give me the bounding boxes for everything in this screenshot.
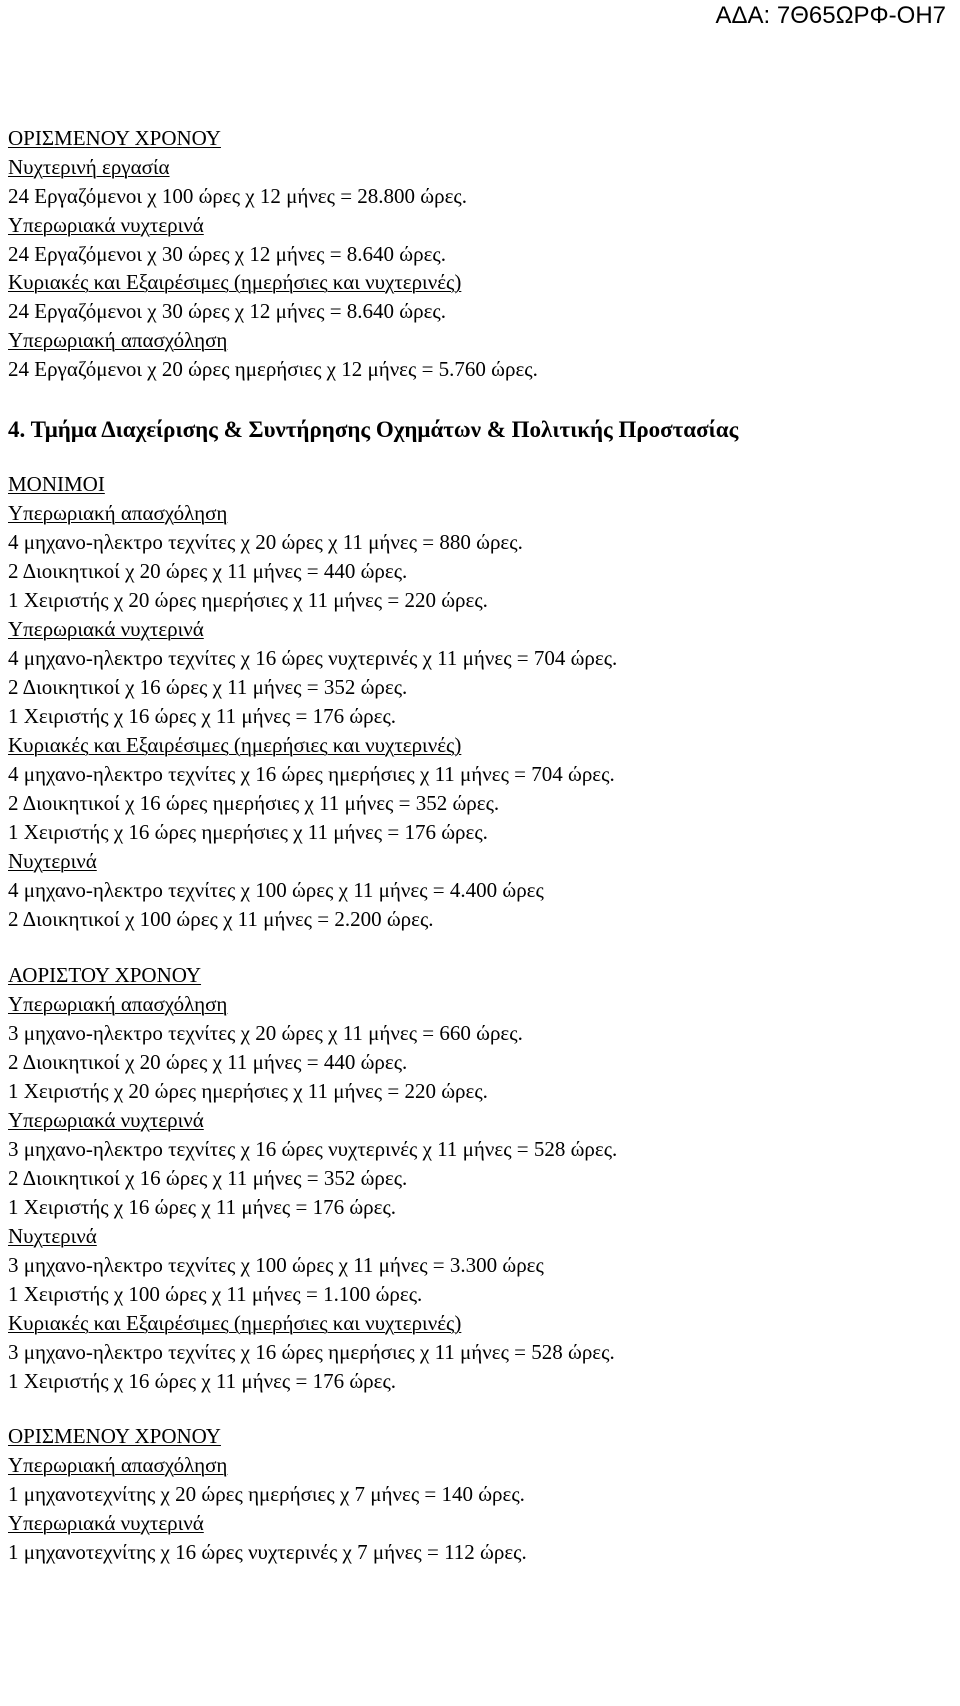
text-line: 24 Εργαζόμενοι χ 30 ώρες χ 12 μήνες = 8.640 ώρες. bbox=[8, 242, 446, 266]
section-heading: Νυχτερινή εργασία bbox=[8, 155, 170, 179]
text-line: 4 μηχανο-ηλεκτρο τεχνίτες χ 16 ώρες ημερήσιες χ 11 μήνες = 704 ώρες. bbox=[8, 762, 615, 786]
text-line: 24 Εργαζόμενοι χ 100 ώρες χ 12 μήνες = 28.800 ώρες. bbox=[8, 184, 467, 208]
section-heading: Κυριακές και Εξαιρέσιμες (ημερήσιες και νυχτερινές) bbox=[8, 270, 462, 294]
section-heading: Υπερωριακή απασχόληση bbox=[8, 1453, 228, 1477]
text-line: 2 Διοικητικοί χ 20 ώρες χ 11 μήνες = 440 ώρες. bbox=[8, 559, 408, 583]
section-heading: ΑΟΡΙΣΤΟΥ ΧΡΟΝΟΥ bbox=[8, 963, 202, 987]
section-heading: Κυριακές και Εξαιρέσιμες (ημερήσιες και νυχτερινές) bbox=[8, 733, 462, 757]
department-title: 4. Τμήμα Διαχείρισης & Συντήρησης Οχημάτων & Πολιτικής Προστασίας bbox=[8, 417, 739, 442]
section-heading: Κυριακές και Εξαιρέσιμες (ημερήσιες και νυχτερινές) bbox=[8, 1311, 462, 1335]
text-line: 1 Χειριστής χ 16 ώρες χ 11 μήνες = 176 ώρες. bbox=[8, 704, 397, 728]
section-heading: Υπερωριακή απασχόληση bbox=[8, 328, 228, 352]
text-line: 24 Εργαζόμενοι χ 20 ώρες ημερήσιες χ 12 μήνες = 5.760 ώρες. bbox=[8, 357, 538, 381]
text-line: 2 Διοικητικοί χ 16 ώρες ημερήσιες χ 11 μήνες = 352 ώρες. bbox=[8, 791, 500, 815]
text-line: 1 Χειριστής χ 20 ώρες ημερήσιες χ 11 μήνες = 220 ώρες. bbox=[8, 1079, 488, 1103]
text-line: 2 Διοικητικοί χ 100 ώρες χ 11 μήνες = 2.200 ώρες. bbox=[8, 907, 434, 931]
section-heading: Υπερωριακά νυχτερινά bbox=[8, 1108, 204, 1132]
text-line: 3 μηχανο-ηλεκτρο τεχνίτες χ 100 ώρες χ 11 μήνες = 3.300 ώρες bbox=[8, 1253, 544, 1277]
text-line: 4 μηχανο-ηλεκτρο τεχνίτες χ 20 ώρες χ 11 μήνες = 880 ώρες. bbox=[8, 530, 523, 554]
text-line: 1 Χειριστής χ 16 ώρες χ 11 μήνες = 176 ώρες. bbox=[8, 1369, 397, 1393]
text-line: 4 μηχανο-ηλεκτρο τεχνίτες χ 100 ώρες χ 11 μήνες = 4.400 ώρες bbox=[8, 878, 544, 902]
text-line: 1 μηχανοτεχνίτης χ 16 ώρες νυχτερινές χ 7 μήνες = 112 ώρες. bbox=[8, 1540, 527, 1564]
text-line: 3 μηχανο-ηλεκτρο τεχνίτες χ 16 ώρες νυχτερινές χ 11 μήνες = 528 ώρες. bbox=[8, 1137, 618, 1161]
text-line: 2 Διοικητικοί χ 16 ώρες χ 11 μήνες = 352 ώρες. bbox=[8, 1166, 408, 1190]
section-heading: Υπερωριακά νυχτερινά bbox=[8, 213, 204, 237]
section-heading: Νυχτερινά bbox=[8, 1224, 97, 1248]
text-line: 1 Χειριστής χ 100 ώρες χ 11 μήνες = 1.100 ώρες. bbox=[8, 1282, 423, 1306]
text-line: 1 Χειριστής χ 20 ώρες ημερήσιες χ 11 μήνες = 220 ώρες. bbox=[8, 588, 488, 612]
document-code: ΑΔΑ: 7Θ65ΩΡΦ-ΟΗ7 bbox=[715, 2, 946, 29]
section-heading: Υπερωριακά νυχτερινά bbox=[8, 1511, 204, 1535]
text-line: 3 μηχανο-ηλεκτρο τεχνίτες χ 16 ώρες ημερήσιες χ 11 μήνες = 528 ώρες. bbox=[8, 1340, 615, 1364]
section-heading: Υπερωριακή απασχόληση bbox=[8, 501, 228, 525]
text-line: 2 Διοικητικοί χ 20 ώρες χ 11 μήνες = 440 ώρες. bbox=[8, 1050, 408, 1074]
text-line: 24 Εργαζόμενοι χ 30 ώρες χ 12 μήνες = 8.640 ώρες. bbox=[8, 299, 446, 323]
text-line: 2 Διοικητικοί χ 16 ώρες χ 11 μήνες = 352 ώρες. bbox=[8, 675, 408, 699]
text-line: 4 μηχανο-ηλεκτρο τεχνίτες χ 16 ώρες νυχτερινές χ 11 μήνες = 704 ώρες. bbox=[8, 646, 618, 670]
section-heading: ΜΟΝΙΜΟΙ bbox=[8, 472, 105, 496]
section-heading: Υπερωριακή απασχόληση bbox=[8, 992, 228, 1016]
section-heading: ΟΡΙΣΜΕΝΟΥ ΧΡΟΝΟΥ bbox=[8, 1424, 221, 1448]
text-line: 1 Χειριστής χ 16 ώρες ημερήσιες χ 11 μήνες = 176 ώρες. bbox=[8, 820, 488, 844]
section-heading: Νυχτερινά bbox=[8, 849, 97, 873]
text-line: 3 μηχανο-ηλεκτρο τεχνίτες χ 20 ώρες χ 11 μήνες = 660 ώρες. bbox=[8, 1021, 523, 1045]
text-line: 1 Χειριστής χ 16 ώρες χ 11 μήνες = 176 ώρες. bbox=[8, 1195, 397, 1219]
text-line: 1 μηχανοτεχνίτης χ 20 ώρες ημερήσιες χ 7 μήνες = 140 ώρες. bbox=[8, 1482, 525, 1506]
section-heading: Υπερωριακά νυχτερινά bbox=[8, 617, 204, 641]
section-heading: ΟΡΙΣΜΕΝΟΥ ΧΡΟΝΟΥ bbox=[8, 126, 221, 150]
